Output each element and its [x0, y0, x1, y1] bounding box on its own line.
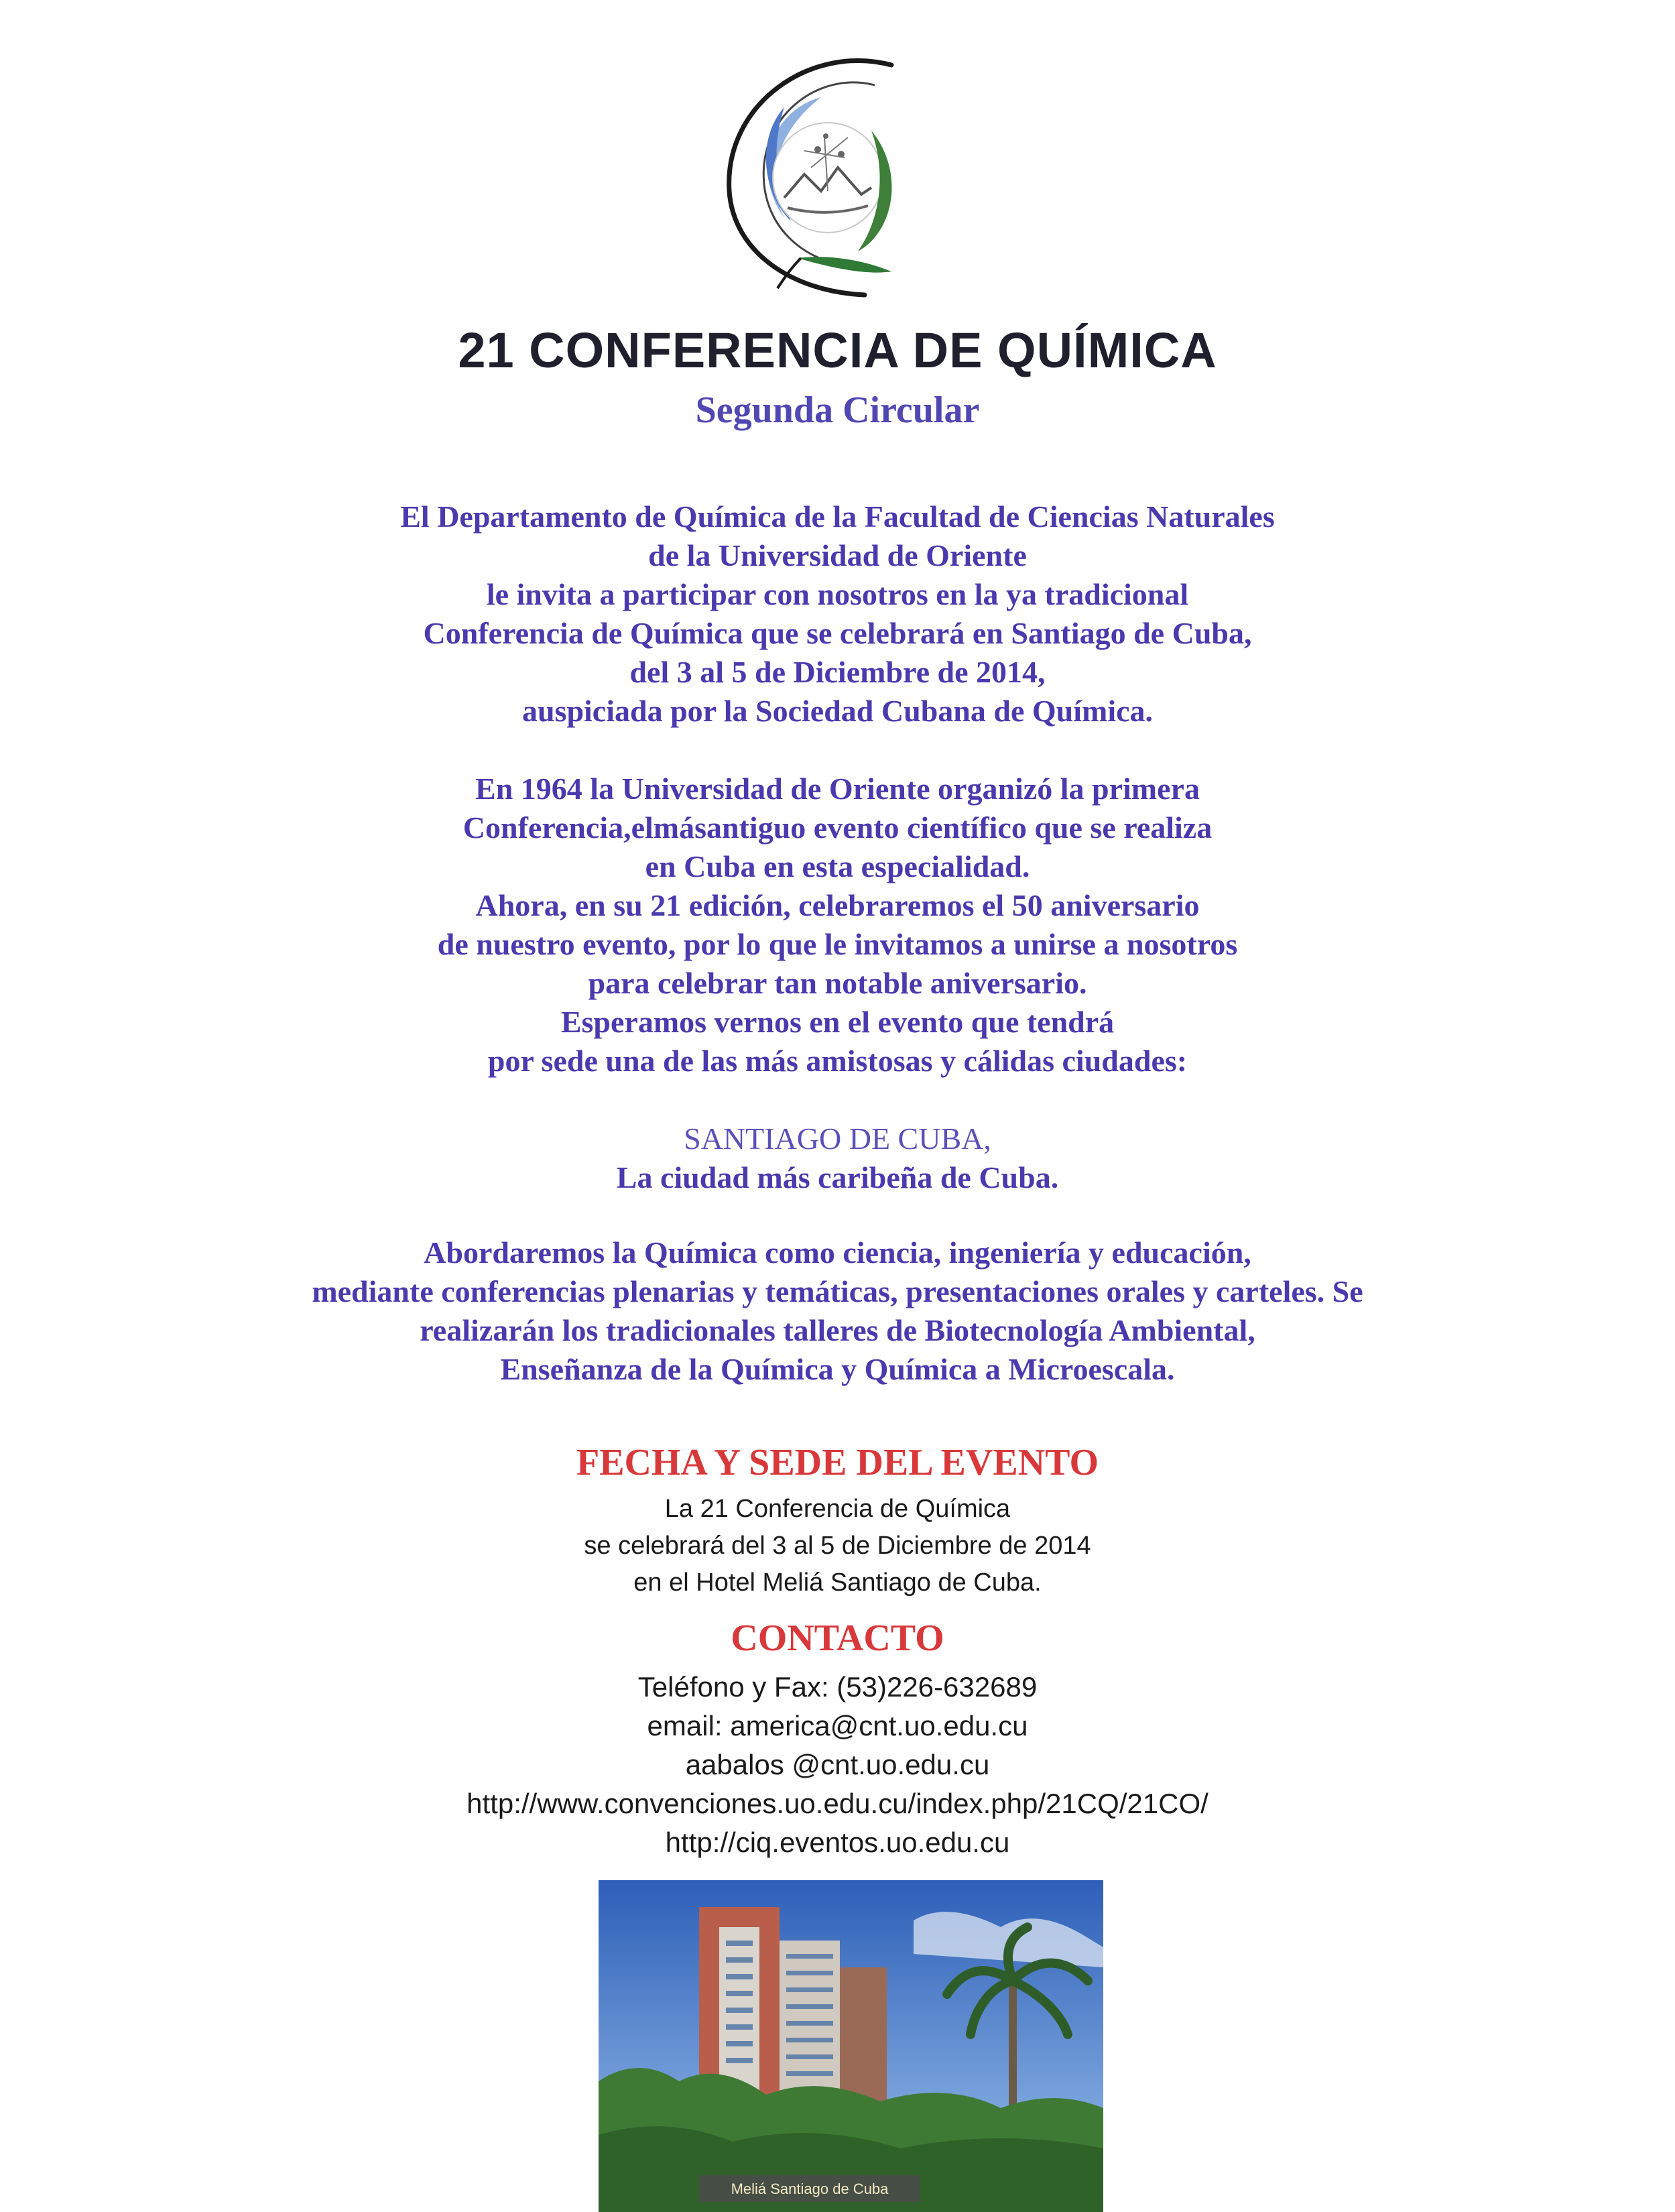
- intro-line: de la Universidad de Oriente: [648, 538, 1027, 572]
- contact-phone: Teléfono y Fax: (53)226-632689: [637, 1671, 1038, 1703]
- topics-line: mediante conferencias plenarias y temáticas, presentaciones orales y carteles. Se: [312, 1274, 1363, 1308]
- page-subtitle: Segunda Circular: [695, 389, 980, 431]
- contact-details: [0, 1668, 1675, 1862]
- city-name: SANTIAGO DE CUBA,: [684, 1121, 991, 1156]
- topics-paragraph: [0, 1233, 1675, 1389]
- city-tagline: La ciudad más caribeña de Cuba.: [616, 1160, 1059, 1194]
- intro-line: Conferencia de Química que se celebrará en Santiago de Cuba,: [423, 616, 1252, 650]
- conference-logo: [710, 57, 918, 312]
- history-line: En 1964 la Universidad de Oriente organizó la primera: [475, 772, 1200, 806]
- contact-email-secondary[interactable]: aabalos @cnt.uo.edu.cu: [685, 1749, 990, 1780]
- contact-heading: CONTACTO: [731, 1617, 944, 1659]
- city-block: [0, 1119, 1675, 1197]
- intro-line: auspiciada por la Sociedad Cubana de Química.: [521, 694, 1154, 728]
- venue-heading: FECHA Y SEDE DEL EVENTO: [576, 1442, 1099, 1483]
- topics-line: realizarán los tradicionales talleres de Biotecnología Ambiental,: [420, 1313, 1255, 1347]
- page-title: 21 CONFERENCIA DE QUÍMICA: [458, 322, 1217, 378]
- venue-line: La 21 Conferencia de Química: [664, 1495, 1011, 1523]
- history-line: en Cuba en esta especialidad.: [645, 849, 1030, 883]
- history-paragraph: [0, 770, 1675, 1081]
- contact-event-link[interactable]: http://ciq.eventos.uo.edu.cu: [665, 1827, 1010, 1858]
- history-line: Conferencia,elmásantiguo evento científico que se realiza: [462, 810, 1213, 845]
- hotel-sign: Meliá Santiago de Cuba: [731, 2180, 889, 2197]
- history-line: Ahora, en su 21 edición, celebraremos el 50 aniversario: [475, 888, 1200, 922]
- venue-details: [0, 1491, 1675, 1601]
- intro-line: del 3 al 5 de Diciembre de 2014,: [629, 655, 1046, 689]
- history-line: Esperamos vernos en el evento que tendrá: [560, 1005, 1115, 1039]
- history-line: de nuestro evento, por lo que le invitamos a unirse a nosotros: [437, 927, 1238, 961]
- intro-paragraph: [0, 497, 1675, 731]
- intro-line: El Departamento de Química de la Facultad de Ciencias Naturales: [400, 499, 1275, 534]
- topics-line: Enseñanza de la Química y Química a Microescala.: [500, 1352, 1175, 1386]
- history-line: para celebrar tan notable aniversario.: [588, 966, 1087, 1000]
- contact-email[interactable]: email: america@cnt.uo.edu.cu: [647, 1710, 1028, 1741]
- hotel-photo: [599, 1880, 1103, 2212]
- history-line: por sede una de las más amistosas y cálidas ciudades:: [487, 1044, 1188, 1078]
- venue-line: se celebrará del 3 al 5 de Diciembre de 2014: [584, 1532, 1091, 1560]
- venue-line: en el Hotel Meliá Santiago de Cuba.: [633, 1569, 1042, 1597]
- intro-line: le invita a participar con nosotros en la ya tradicional: [486, 577, 1189, 611]
- topics-line: Abordaremos la Química como ciencia, ingeniería y educación,: [424, 1235, 1251, 1270]
- contact-website-link[interactable]: http://www.convenciones.uo.edu.cu/index.php/21CQ/21CO/: [467, 1788, 1208, 1819]
